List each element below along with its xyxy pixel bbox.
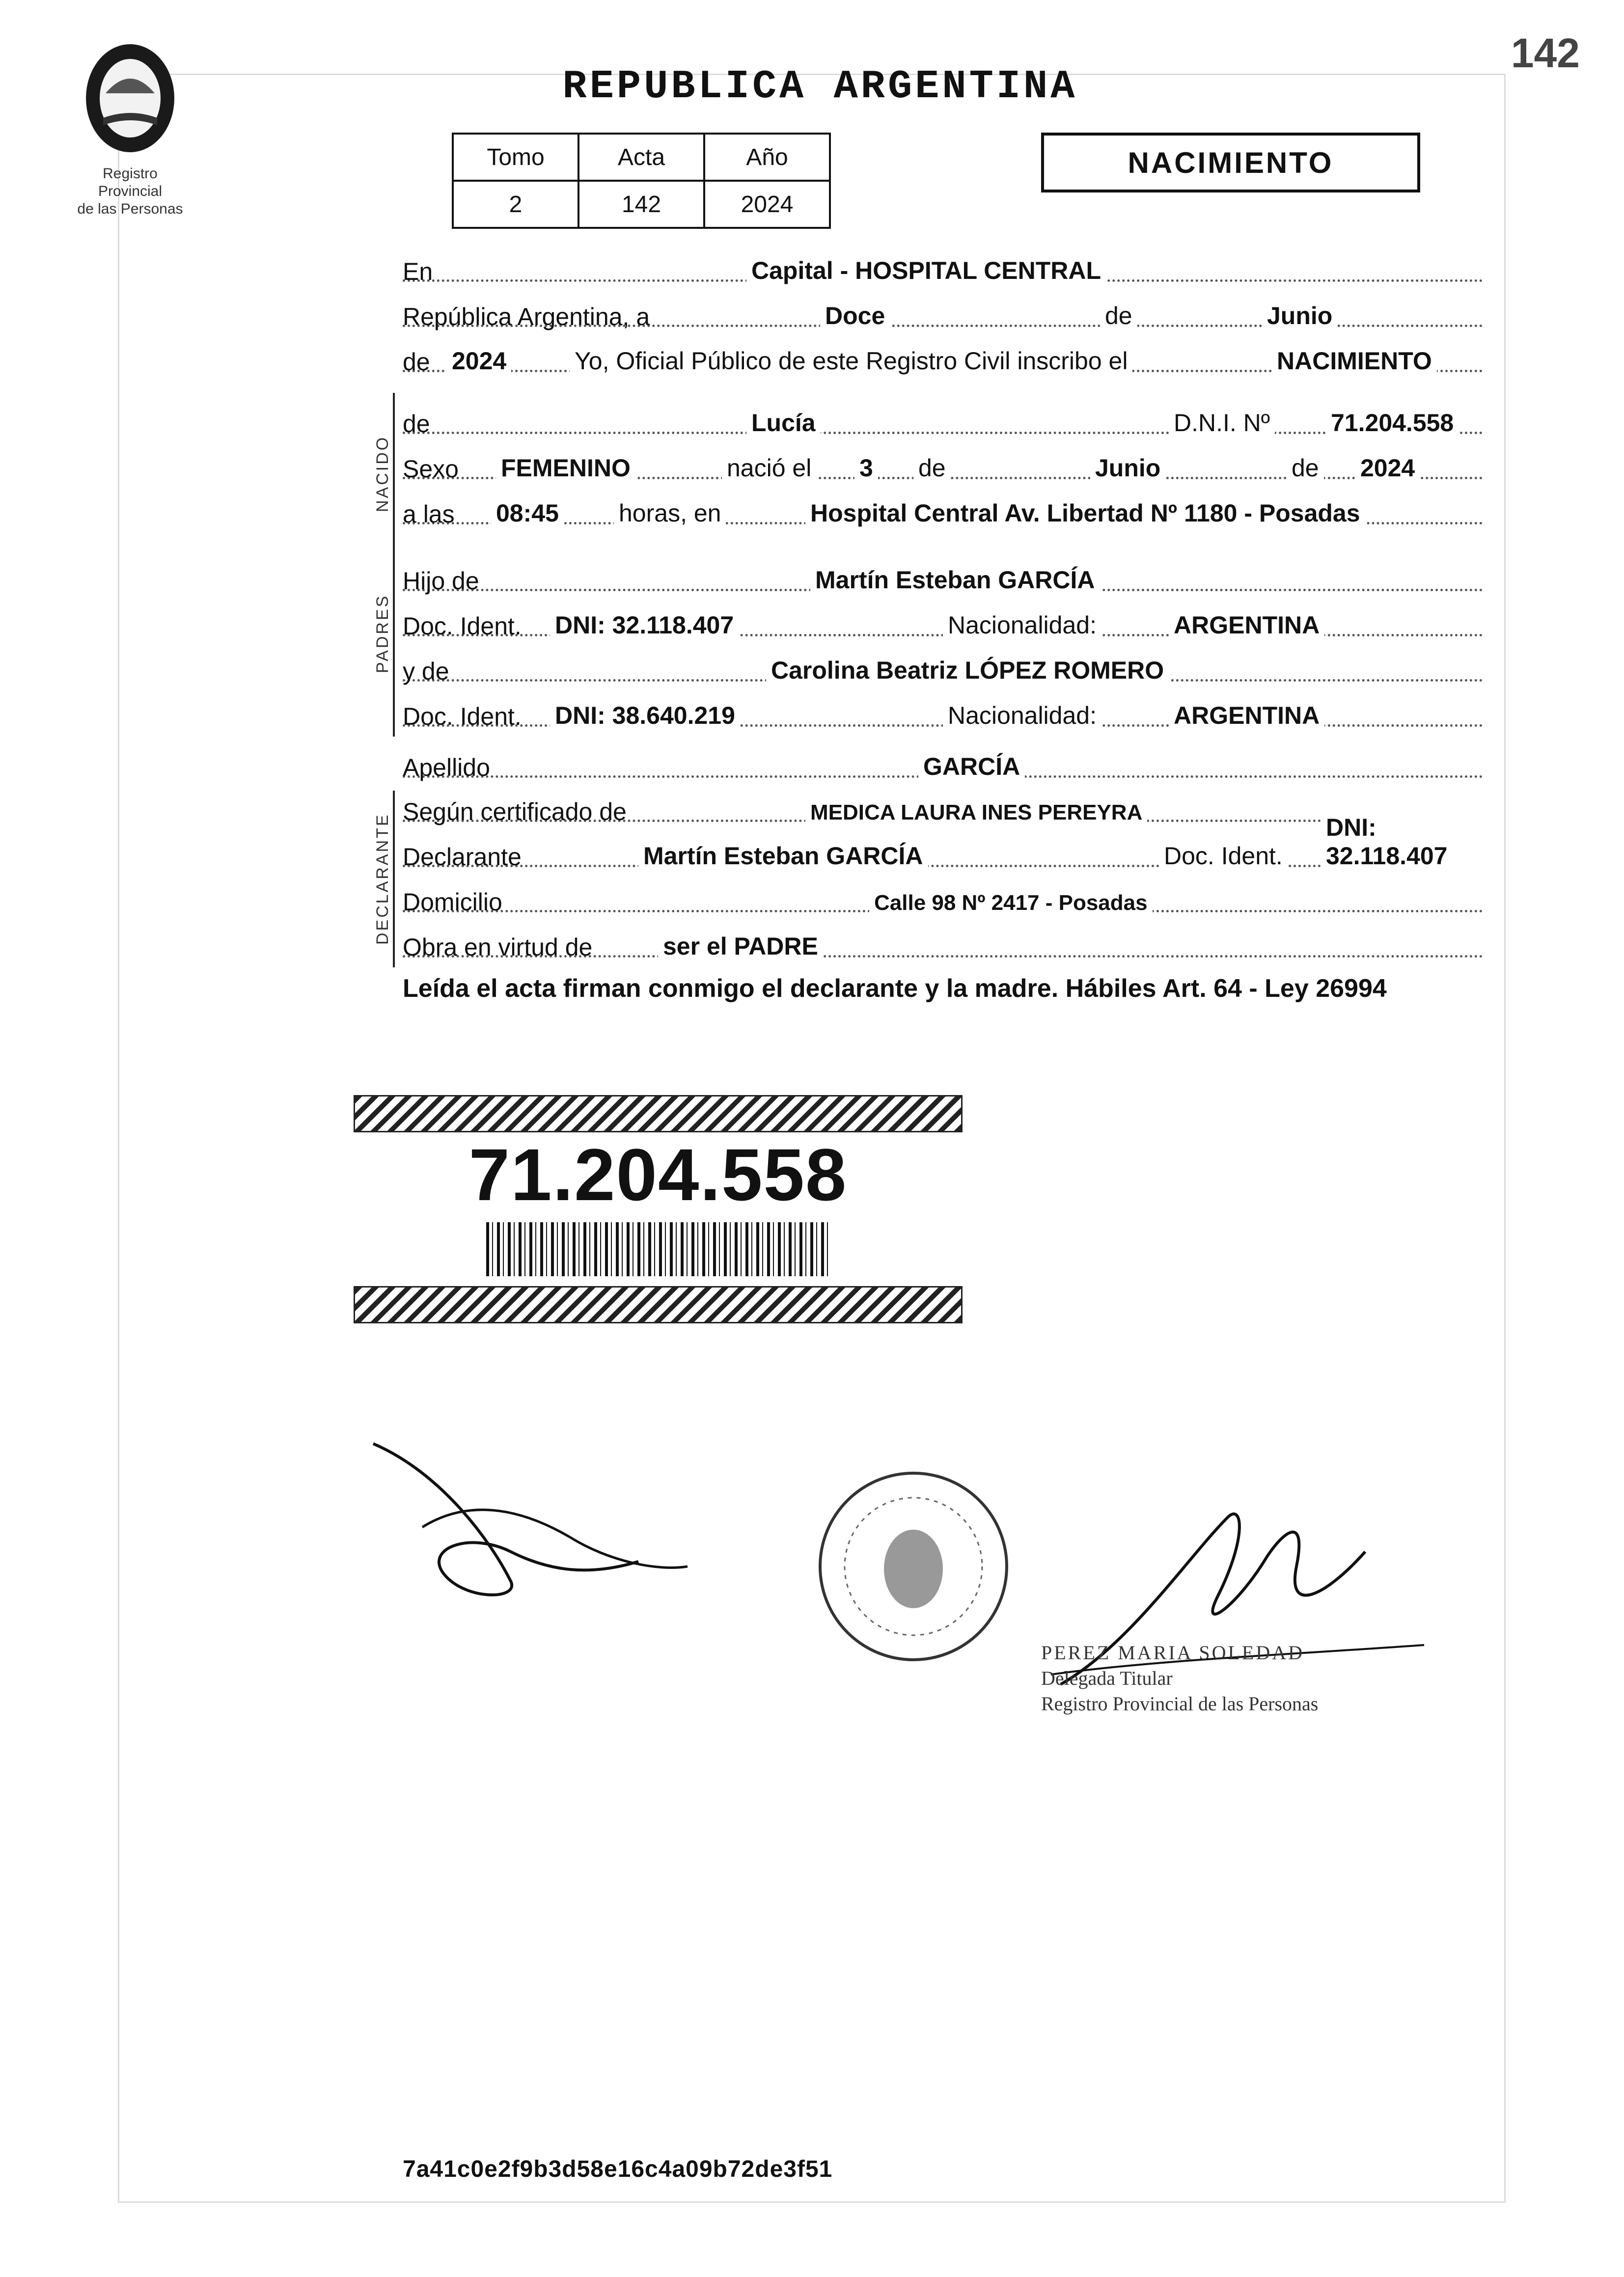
field-label: Doc. Ident.: [1159, 842, 1288, 870]
field-value: Doce: [820, 302, 890, 330]
official-name: PEREZ MARIA SOLEDAD: [1041, 1642, 1305, 1664]
field-label: a las: [403, 500, 455, 528]
field-value: GARCÍA: [918, 752, 1025, 781]
field-value: 3: [854, 454, 878, 482]
reference-header: Año: [704, 134, 830, 181]
field-value: ser el PADRE: [658, 932, 823, 960]
field-value: Junio: [1090, 454, 1165, 482]
father-doc-row: [403, 600, 1483, 645]
field-label: Hijo de: [403, 567, 479, 595]
field-label: de: [403, 348, 430, 376]
surname-row: [403, 741, 1483, 787]
official-block: [1041, 1640, 1318, 1717]
mother-doc-row: [403, 690, 1483, 736]
official-role: Delegada Titular: [1041, 1667, 1173, 1689]
field-value: 2024: [447, 347, 511, 375]
verification-code: 7a41c0e2f9b3d58e16c4a09b72de3f51: [403, 2156, 833, 2182]
field-value: Junio: [1262, 302, 1337, 330]
security-band: [354, 1286, 963, 1323]
section-tag-nacido: NACIDO: [373, 435, 392, 513]
official-office: Registro Provincial de las Personas: [1041, 1693, 1319, 1715]
document-heading: REPUBLICA ARGENTINA: [562, 64, 1078, 110]
act-row: [403, 921, 1483, 966]
field-label: y de: [403, 658, 449, 685]
section-tag-padres: PADRES: [373, 594, 392, 673]
reference-value: 2: [453, 181, 578, 228]
field-value: Martín Esteban GARCÍA: [638, 842, 928, 870]
declarante-lines: [403, 786, 1483, 966]
field-label: de: [403, 410, 430, 438]
field-value: FEMENINO: [496, 454, 635, 482]
document-kind-box: NACIMIENTO: [1041, 133, 1420, 192]
record-lines: [403, 246, 1483, 381]
field-label: República Argentina, a: [403, 303, 650, 330]
field-label: Yo, Oficial Público de este Registro Civil inscribo el: [570, 347, 1132, 375]
field-value: Hospital Central Av. Libertad Nº 1180 - Posadas: [805, 499, 1365, 527]
field-label: Declarante: [403, 843, 522, 871]
id-number: 71.204.558: [468, 1133, 848, 1216]
registry-stamp-icon: [810, 1463, 1017, 1670]
section-bar: [393, 393, 395, 555]
field-label: de: [1287, 454, 1324, 482]
time-row: [403, 488, 1483, 533]
sex-row: [403, 443, 1483, 488]
field-label: Nacionalidad:: [943, 611, 1101, 639]
declarant-signature-icon: [363, 1414, 697, 1620]
mother-row: [403, 645, 1483, 690]
padres-lines: [403, 555, 1483, 736]
provincial-crest: [69, 34, 192, 218]
barcode: [486, 1222, 830, 1276]
coat-of-arms-icon: [79, 34, 182, 157]
section-tag-declarante: DECLARANTE: [373, 813, 392, 945]
field-label: Sexo: [403, 455, 459, 483]
security-band: [354, 1095, 963, 1132]
field-label: Obra en virtud de: [403, 933, 593, 961]
field-label: Doc. Ident.: [403, 703, 522, 730]
field-label: horas, en: [614, 499, 726, 527]
field-value: NACIMIENTO: [1272, 347, 1437, 375]
declarant-row: [403, 814, 1483, 876]
field-value: 71.204.558: [1326, 409, 1459, 437]
place-row: [403, 246, 1483, 291]
field-label: D.N.I. Nº: [1169, 409, 1275, 437]
field-label: Nacionalidad:: [943, 701, 1101, 730]
folio-number: 142: [1511, 30, 1580, 76]
id-barcode-block: [354, 1095, 963, 1323]
reference-value: 142: [578, 181, 704, 228]
field-label: Domicilio: [403, 888, 502, 916]
name-row: [403, 398, 1483, 443]
field-label: Doc. Ident.: [403, 612, 522, 640]
reference-table: [452, 133, 831, 229]
field-value: 2024: [1355, 454, 1420, 482]
section-bar: [393, 791, 395, 967]
field-label: de: [1100, 302, 1137, 330]
field-value: ARGENTINA: [1169, 701, 1324, 730]
field-value: MEDICA LAURA INES PEREYRA: [805, 800, 1147, 825]
field-value: DNI: 32.118.407: [1321, 813, 1483, 870]
field-value: DNI: 38.640.219: [550, 701, 740, 730]
field-value: Lucía: [746, 409, 821, 437]
field-value: Martín Esteban GARCÍA: [810, 566, 1100, 594]
field-label: de: [913, 454, 951, 482]
field-value: 08:45: [491, 499, 564, 527]
address-row: [403, 876, 1483, 921]
reference-header: Tomo: [453, 134, 578, 181]
field-value: Carolina Beatriz LÓPEZ ROMERO: [766, 656, 1169, 685]
field-value: ARGENTINA: [1169, 611, 1324, 639]
field-label: Según certificado de: [403, 798, 627, 825]
field-value: Capital - HOSPITAL CENTRAL: [746, 256, 1106, 285]
closing-statement: Leída el acta firman conmigo el declarante y la madre. Hábiles Art. 64 - Ley 26994: [403, 974, 1387, 1003]
crest-caption: Registro Provincial de las Personas: [77, 165, 183, 217]
field-label: nació el: [722, 454, 816, 482]
section-bar: [393, 555, 395, 737]
reference-header: Acta: [578, 134, 704, 181]
year-row: [403, 336, 1483, 381]
field-value: DNI: 32.118.407: [550, 611, 739, 639]
field-label: Apellido: [403, 754, 490, 781]
field-value: Calle 98 Nº 2417 - Posadas: [869, 891, 1153, 915]
surname-line: [403, 741, 1483, 787]
reference-value: 2024: [704, 181, 830, 228]
date-row: [403, 291, 1483, 336]
nacido-lines: [403, 398, 1483, 533]
field-label: En: [403, 258, 433, 285]
father-row: [403, 555, 1483, 600]
